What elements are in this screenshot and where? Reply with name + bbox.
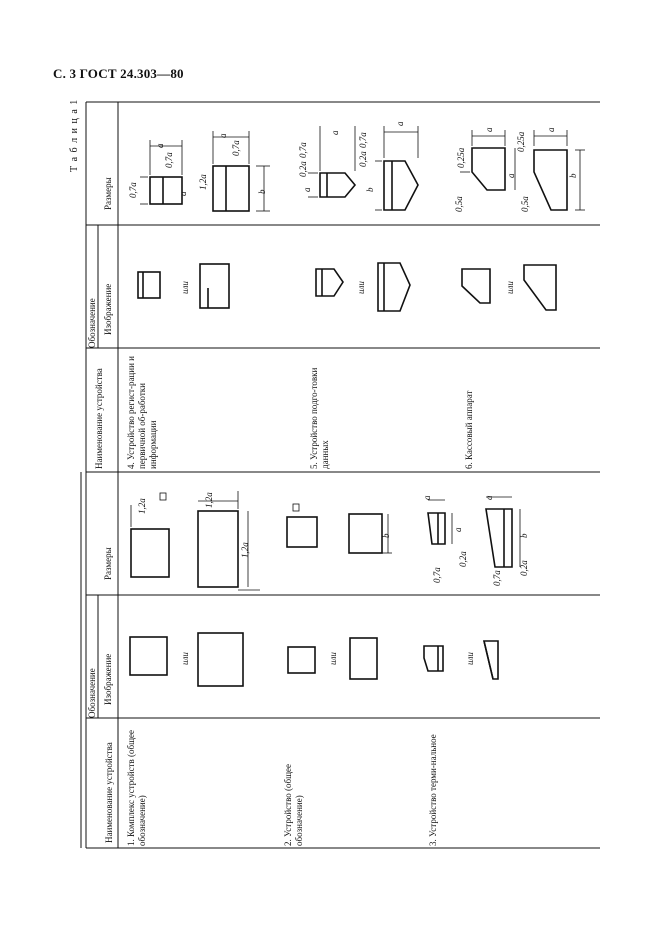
registration-small-shape [138,272,160,298]
prep-big-shape [378,263,410,311]
device-3-name: 3. Устройство терми-нальное [428,734,438,846]
dim-0-25a-r6: 0,25a [456,147,466,168]
header-designation-2: Обозначение [87,298,97,348]
or-label-6: или [505,281,515,294]
header-dimensions: Размеры [103,547,113,580]
dim-0-7a-r5: 0,7a [298,142,308,158]
dim-a-r3: a [422,495,432,500]
dim-b-r3: b [519,533,529,538]
dim-a-r4b: a [218,133,228,138]
dim-0-7a-r3b: 0,7a [492,570,502,586]
dim-a-r5: a [330,130,340,135]
dim-a-r6c: a [546,127,556,132]
dim-0-5a-r6b: 0,5a [520,196,530,212]
header-designation: Обозначение [87,668,97,718]
cash-big-shape [524,265,556,310]
dim-0-7a-r4b: 0,7a [128,182,138,198]
dim-0-7a-r4c: 0,7a [231,140,241,156]
dim-a-r5b: a [302,187,312,192]
or-label-4: или [180,281,190,294]
device-6-name: 6. Кассовый аппарат [464,390,474,469]
or-label-1: или [180,652,190,665]
dim-0-7a-r3: 0,7a [432,567,442,583]
dim-0-7a-r5b: 0,7a [358,132,368,148]
or-label-2: или [328,652,338,665]
dim-a-r6b: a [506,173,516,178]
or-label-3: или [465,652,475,665]
dim-b-r6: b [568,173,578,178]
table-caption: Т а б л и ц а 1 [69,98,80,172]
dim-a-r3c: a [484,495,494,500]
complex-small-square [130,637,167,675]
dim-1-2a-r1a: 1,2a [137,498,147,514]
header-image-2: Изображение [103,283,113,335]
prep-small-shape [316,269,343,296]
device-2-name: 2. Устройство (общее обозначение) [283,763,304,846]
dim-0-2a-r5: 0,2a [298,161,308,177]
header-dimensions-2: Размеры [103,177,113,210]
dim-0-2a-r5b: 0,2a [358,151,368,167]
terminal-small-shape [424,646,443,671]
dim-1-2a-r4: 1,2a [198,174,208,190]
dim-1-2a-r1c: 1,2a [240,542,250,558]
dim-0-5a-r6: 0,5a [454,196,464,212]
header-device-name-2: Наименование устройства [94,368,104,469]
dim-b-r5: b [365,187,375,192]
dim-a-r6: a [484,127,494,132]
dim-a-r4: a [155,143,165,148]
cash-small-shape [462,269,490,303]
device-1-name: 1. Комплекс устройств (общее обозначение) [126,729,147,846]
or-label-5: или [356,281,366,294]
page-header: С. 3 ГОСТ 24.303—80 [53,66,184,81]
dim-a-r5c: a [395,121,405,126]
device-big-square [350,638,377,679]
device-small-square [288,647,315,673]
header-image: Изображение [103,653,113,705]
dim-1-2a-r1b: 1,2a [204,492,214,508]
dim-0-7a-r4: 0,7a [164,152,174,168]
header-device-name: Наименование устройства [104,742,114,843]
complex-big-square [198,633,243,686]
registration-big-shape [200,264,229,308]
dim-a-r4c: a [178,191,188,196]
dim-b-r2: b [381,533,391,538]
dim-a-r3b: a [453,527,463,532]
dim-b-r4: b [257,189,267,194]
device-4-name: 4. Устройство регист-рации и первичной об-работки информации [126,356,158,469]
dim-0-2a-r3: 0,2a [458,551,468,567]
dim-0-25a-r6b: 0,25a [516,131,526,152]
dim-0-2a-r3b: 0,2a [519,560,529,576]
device-5-name: 5. Устройство подго-товки данных [309,367,330,469]
